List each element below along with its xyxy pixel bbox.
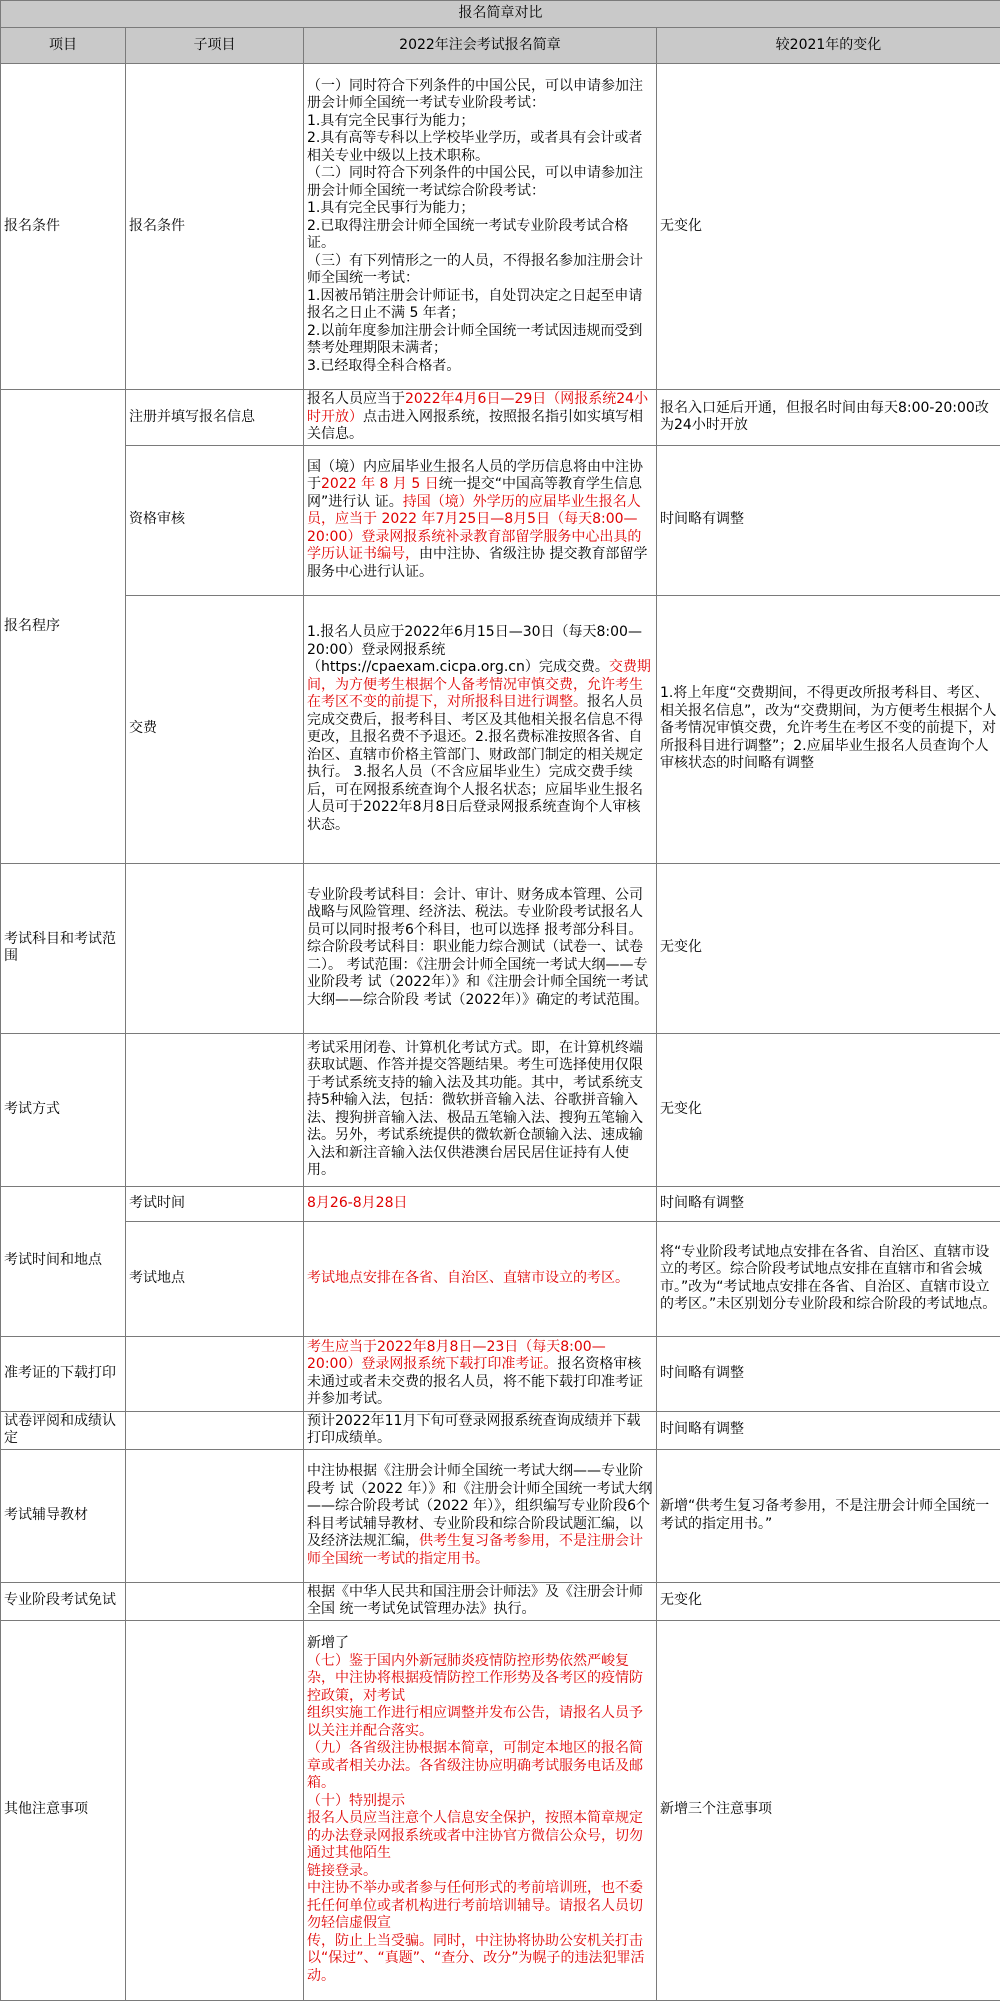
- table-row: [1, 863, 1000, 1033]
- content-cell: [304, 1336, 657, 1411]
- highlight-text: 2022 年 8 月 5 日: [321, 476, 439, 493]
- title-row: [1, 1, 1000, 28]
- content-line: （十）特别提示: [307, 1792, 405, 1809]
- content-text: 由中注协、省级注协 提交教育部留学服务中心进行认证。: [307, 546, 648, 580]
- content-line: 1.具有完全民事行为能力；: [307, 112, 475, 129]
- sub-cell: [126, 1449, 304, 1582]
- content-text: 点击进入网报系统，按照报名指引如实填写相关信息。: [307, 408, 643, 442]
- content-line: 报名人员应当注意个人信息安全保护，按照本简章规定的办法登录网报系统或者中注协官方微信公众号，切勿通过其他陌生: [307, 1810, 643, 1861]
- item-cell: 准考证的下载打印: [1, 1336, 126, 1411]
- content-line: 传，防止上当受骗。同时，中注协将协助公安机关打击以“保过”、“真题”、“查分、改分”为幌子的违法犯罪活动。: [307, 1932, 645, 1984]
- highlight-text: 持国（境）外学历的应届毕业生报名人员，应当于 2022 年7月25日—8月5日（每天8:00—20:00）登录网报系统补录教育部留学服务中心出具的学历认证书编号，: [307, 493, 642, 563]
- sub-cell: [126, 1033, 304, 1186]
- content-line: （一）同时符合下列条件的中国公民，可以申请参加注册会计师全国统一考试专业阶段考试：: [307, 77, 643, 112]
- header-2022: 2022年注会考试报名简章: [304, 28, 657, 64]
- content-text: 中注协根据《注册会计师全国统一考试大纲——专业阶段考 试（2022 年）》和《注册会计师全国统一考试大纲——综合阶段考试（2022 年）》，组织编写专业阶段6个科目考试辅导教材、专业阶段和综合阶段试题汇编，以及经济法规汇编，: [307, 1463, 653, 1549]
- sub-cell: [126, 863, 304, 1033]
- content-cell: [304, 1620, 657, 2000]
- highlight-text: 考生应当于2022年8月8日—23日（每天8:00—20:00）登录网报系统下载打印准考证。: [307, 1338, 606, 1372]
- table-row: [1, 1582, 1000, 1620]
- change-cell: 无变化: [657, 863, 1000, 1033]
- item-cell: 考试时间和地点: [1, 1186, 126, 1336]
- table-row: [1, 445, 1000, 595]
- content-line: 2.已取得注册会计师全国统一考试专业阶段考试合格证。: [307, 217, 629, 252]
- content-line: 新增了: [307, 1635, 349, 1651]
- content-line: 组织实施工作进行相应调整并发布公告，请报名人员予以关注并配合落实。: [307, 1705, 643, 1739]
- change-cell: 将“专业阶段考试地点安排在各省、自治区、直辖市设立的考区。综合阶段考试地点安排在直辖市和省会城市。”改为“考试地点安排在各省、自治区、直辖市设立的考区。”未区别划分专业阶段和综合阶段的考试地点。: [657, 1221, 1000, 1336]
- content-line: 链接登录。: [307, 1862, 377, 1879]
- sub-cell: 考试地点: [126, 1221, 304, 1336]
- item-cell: 考试科目和考试范围: [1, 863, 126, 1033]
- table-row: [1, 1336, 1000, 1411]
- change-cell: 时间略有调整: [657, 1411, 1000, 1449]
- content-line: 2.以前年度参加注册会计师全国统一考试因违规而受到禁考处理期限未满者；: [307, 322, 643, 357]
- sub-cell: [126, 1411, 304, 1449]
- content-line: （二）同时符合下列条件的中国公民，可以申请参加注册会计师全国统一考试综合阶段考试：: [307, 165, 643, 199]
- content-cell: [304, 64, 657, 390]
- sub-cell: 注册并填写报名信息: [126, 390, 304, 446]
- change-cell: 报名入口延后开通，但报名时间由每天8:00-20:00改为24小时开放: [657, 390, 1000, 446]
- content-line: （九）各省级注协根据本简章，可制定本地区的报名简章或者相关办法。各省级注协应明确考试服务电话及邮箱。: [307, 1740, 643, 1791]
- table-row: [1, 390, 1000, 446]
- item-cell: 报名程序: [1, 390, 126, 864]
- table-row: [1, 1186, 1000, 1221]
- content-cell: 考试采用闭卷、计算机化考试方式。即，在计算机终端获取试题、作答并提交答题结果。考生可选择使用仅限于考试系统支持的输入法及其功能。其中，考试系统支持5种输入法，包括：微软拼音输入法、谷歌拼音输入法、搜狗拼音输入法、极品五笔输入法、搜狗五笔输入法。另外，考试系统提供的微软新仓颉输入法、速成输入法和新注音输入法仅供港澳台居民居住证持有人使用。: [304, 1033, 657, 1186]
- content-line: （三）有下列情形之一的人员，不得报名参加注册会计师全国统一考试：: [307, 252, 643, 287]
- table-title: 报名简章对比: [1, 1, 1000, 28]
- content-line: 1.具有完全民事行为能力；: [307, 200, 475, 217]
- content-cell: 根据《中华人民共和国注册会计师法》及《注册会计师全国 统一考试免试管理办法》执行。: [304, 1582, 657, 1620]
- item-cell: 其他注意事项: [1, 1620, 126, 2000]
- change-cell: 新增三个注意事项: [657, 1620, 1000, 2000]
- sub-cell: [126, 1582, 304, 1620]
- content-cell: 考试地点安排在各省、自治区、直辖市设立的考区。: [304, 1221, 657, 1336]
- content-cell: [304, 1449, 657, 1582]
- sub-cell: [126, 1336, 304, 1411]
- header-change: 较2021年的变化: [657, 28, 1000, 64]
- change-cell: 无变化: [657, 1033, 1000, 1186]
- sub-cell: 资格审核: [126, 445, 304, 595]
- header-item: 项目: [1, 28, 126, 64]
- content-cell: 专业阶段考试科目：会计、审计、财务成本管理、公司战略与风险管理、经济法、税法。专业阶段考试报名人员可以同时报考6个科目，也可以选择 报考部分科目。综合阶段考试科目：职业能力综合测试（试卷一、试卷二）。 考试范围：《注册会计师全国统一考试大纲——专业阶段考 试（2022年）》和《注册会计师全国统一考试大纲——综合阶段 考试（2022年）》确定的考试范围。: [304, 863, 657, 1033]
- item-cell: 考试辅导教材: [1, 1449, 126, 1582]
- content-line: 3.已经取得全科合格者。: [307, 357, 461, 374]
- sub-cell: [126, 1620, 304, 2000]
- item-cell: 专业阶段考试免试: [1, 1582, 126, 1620]
- content-text: 1.报名人员应于2022年6月15日—30日（每天8:00—20:00）登录网报系统（https://cpaexam.cicpa.org.cn）完成交费。: [307, 624, 642, 675]
- change-cell: 无变化: [657, 1582, 1000, 1620]
- table-row: [1, 1221, 1000, 1336]
- change-cell: 1.将上年度“交费期间，不得更改所报考科目、考区、相关报名信息”，改为“交费期间，为方便考生根据个人备考情况审慎交费，允许考生在考区不变的前提下，对所报科目进行调整”；2.应届毕业生报名人员查询个人审核状态的时间略有调整: [657, 595, 1000, 863]
- content-cell: [304, 595, 657, 863]
- content-text: 报名人员应当于: [307, 391, 405, 407]
- header-sub: 子项目: [126, 28, 304, 64]
- item-cell: 试卷评阅和成绩认定: [1, 1411, 126, 1449]
- table-row: [1, 64, 1000, 390]
- highlight-text: 交费期间，为方便考生根据个人备考情况审慎交费，允许考生在考区不变的前提下，对所报科目进行调整。: [307, 659, 651, 710]
- change-cell: 时间略有调整: [657, 445, 1000, 595]
- content-cell: [304, 445, 657, 595]
- table-row: [1, 1411, 1000, 1449]
- content-line: 1.因被吊销注册会计师证书，自处罚决定之日起至申请报名之日止不满 5 年者；: [307, 287, 643, 322]
- table-row: [1, 1033, 1000, 1186]
- item-cell: 报名条件: [1, 64, 126, 390]
- change-cell: 时间略有调整: [657, 1186, 1000, 1221]
- sub-cell: 报名条件: [126, 64, 304, 390]
- change-cell: 无变化: [657, 64, 1000, 390]
- table-row: [1, 1620, 1000, 2000]
- content-text: 国（境）内应届毕业生报名人员的学历信息将由中注协于: [307, 458, 643, 493]
- item-cell: 考试方式: [1, 1033, 126, 1186]
- content-text: 2.报名费标准按照各省、自治区、直辖市价格主管部门、财政部门制定的相关规定执行。 3.报名人员（不含应届毕业生）完成交费手续后，可在网报系统查询个人报名状态；应届毕业生报名人员可于2022年8月8日后登录网报系统查询个人审核状态。: [307, 729, 643, 833]
- content-line: 2.具有高等专科以上学校毕业学历，或者具有会计或者相关专业中级以上技术职称。: [307, 130, 643, 164]
- table-row: [1, 595, 1000, 863]
- content-cell: [304, 390, 657, 446]
- content-cell: 预计2022年11月下旬可登录网报系统查询成绩并下载打印成绩单。: [304, 1411, 657, 1449]
- table-row: [1, 1449, 1000, 1582]
- sub-cell: 交费: [126, 595, 304, 863]
- change-cell: 新增“供考生复习备考参用，不是注册会计师全国统一考试的指定用书。”: [657, 1449, 1000, 1582]
- change-cell: 时间略有调整: [657, 1336, 1000, 1411]
- content-line: （七）鉴于国内外新冠肺炎疫情防控形势依然严峻复杂，中注协将根据疫情防控工作形势及各考区的疫情防控政策，对考试: [307, 1652, 643, 1704]
- highlight-text: 2022年4月6日—29日（网报系统24小时开放）: [307, 391, 649, 425]
- content-text: 统一提交“中国高等教育学生信息网”进行认 证。: [307, 476, 642, 510]
- content-line: 中注协不举办或者参与任何形式的考前培训班，也不委托任何单位或者机构进行考前培训辅导。请报名人员切勿轻信虚假宣: [307, 1880, 643, 1931]
- sub-cell: 考试时间: [126, 1186, 304, 1221]
- highlight-text: 供考生复习备考参用，不是注册会计师全国统一考试的指定用书。: [307, 1533, 643, 1567]
- content-cell: 8月26-8月28日: [304, 1186, 657, 1221]
- content-text: 报名资格审核未通过或者未交费的报名人员，将不能下载打印准考证并参加考试。: [307, 1356, 643, 1407]
- header-row: [1, 28, 1000, 64]
- content-text: 报名人员完成交费后，报考科目、考区及其他相关报名信息不得更改，且报名费不予退还。: [307, 694, 643, 745]
